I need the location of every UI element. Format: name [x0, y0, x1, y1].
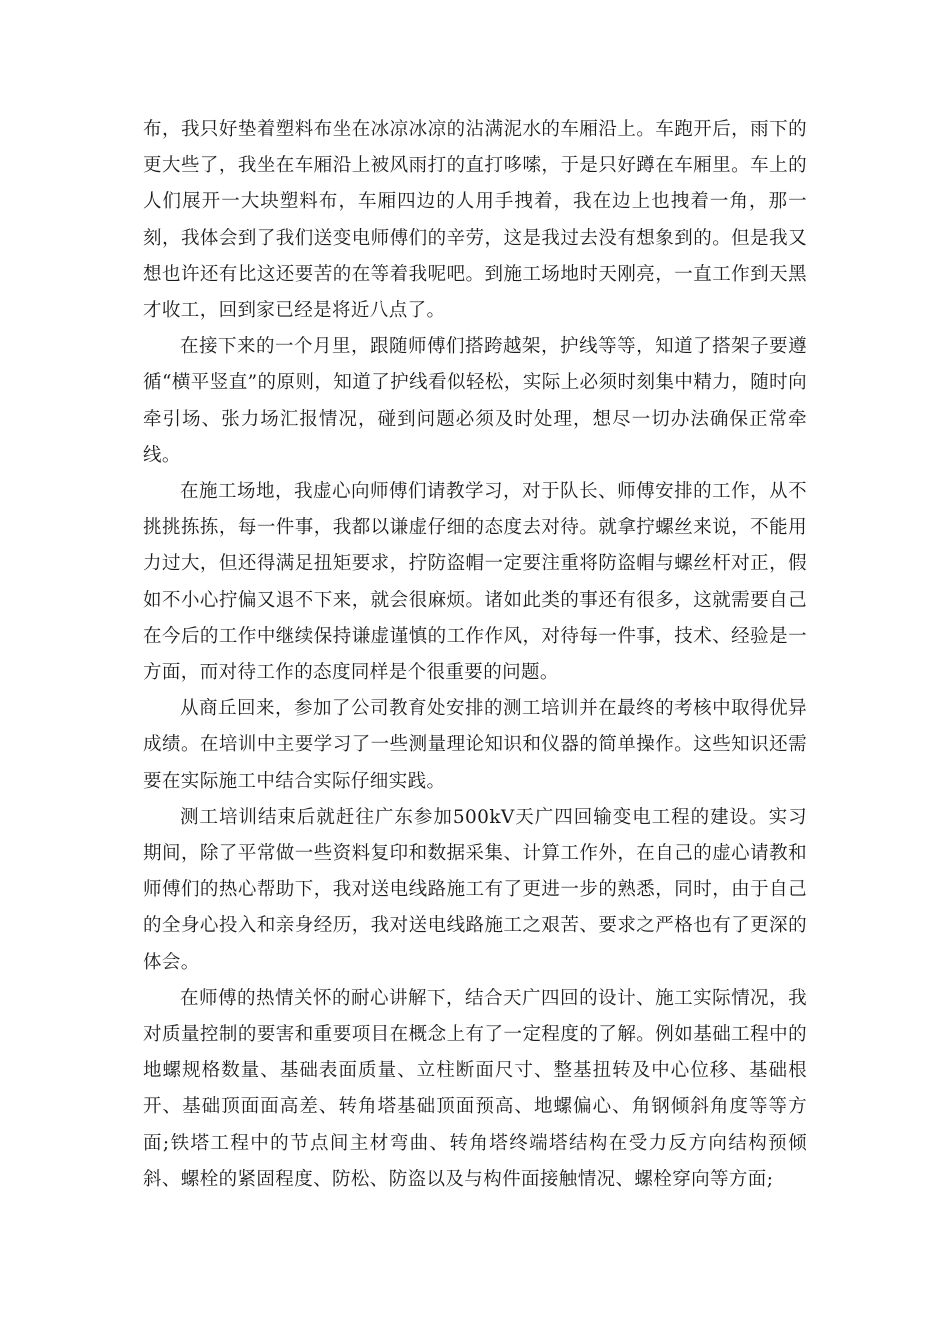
- paragraph: 测工培训结束后就赶往广东参加500kV天广四回输变电工程的建设。实习期间，除了平常做一些资料复印和数据采集、计算工作外，在自己的虚心请教和师傅们的热心帮助下，我对送电线路施工有了更进一步的熟悉，同时，由于自己的全身心投入和亲身经历，我对送电线路施工之艰苦、要求之严格也有了更深的体会。: [143, 806, 807, 973]
- document-body: [143, 112, 807, 1198]
- paragraph: 从商丘回来，参加了公司教育处安排的测工培训并在最终的考核中取得优异成绩。在培训中主要学习了一些测量理论知识和仪器的简单操作。这些知识还需要在实际施工中结合实际仔细实践。: [143, 698, 807, 792]
- paragraph: 在师傅的热情关怀的耐心讲解下，结合天广四回的设计、施工实际情况，我对质量控制的要害和重要项目在概念上有了一定程度的了解。例如基础工程中的地螺规格数量、基础表面质量、立柱断面尺寸、整基扭转及中心位移、基础根开、基础顶面面高差、转角塔基础顶面预高、地螺偏心、角钢倾斜角度等等方面;铁塔工程中的节点间主材弯曲、转角塔终端塔结构在受力反方向结构预倾斜、螺栓的紧固程度、防松、防盗以及与构件面接触情况、螺栓穿向等方面;: [143, 987, 807, 1190]
- paragraph-continuation: 布，我只好垫着塑料布坐在冰凉冰凉的沾满泥水的车厢沿上。车跑开后，雨下的更大些了，我坐在车厢沿上被风雨打的直打哆嗦，于是只好蹲在车厢里。车上的人们展开一大块塑料布，车厢四边的人用手拽着，我在边上也拽着一角，那一刻，我体会到了我们送变电师傅们的辛劳，这是我过去没有想象到的。但是我又想也许还有比这还要苦的在等着我呢吧。到施工场地时天刚亮，一直工作到天黑才收工，回到家已经是将近八点了。: [143, 119, 807, 322]
- paragraph: 在施工场地，我虚心向师傅们请教学习，对于队长、师傅安排的工作，从不挑挑拣拣，每一件事，我都以谦虚仔细的态度去对待。就拿拧螺丝来说，不能用力过大，但还得满足扭矩要求，拧防盗帽一定要注重将防盗帽与螺丝杆对正，假如不小心拧偏又退不下来，就会很麻烦。诸如此类的事还有很多，这就需要自己在今后的工作中继续保持谦虚谨慎的工作作风，对待每一件事，技术、经验是一方面，而对待工作的态度同样是个很重要的问题。: [143, 481, 807, 684]
- paragraph: 在接下来的一个月里，跟随师傅们搭跨越架，护线等等，知道了搭架子要遵循“横平竖直”的原则，知道了护线看似轻松，实际上必须时刻集中精力，随时向牵引场、张力场汇报情况，碰到问题必须及时处理，想尽一切办法确保正常牵线。: [143, 336, 807, 466]
